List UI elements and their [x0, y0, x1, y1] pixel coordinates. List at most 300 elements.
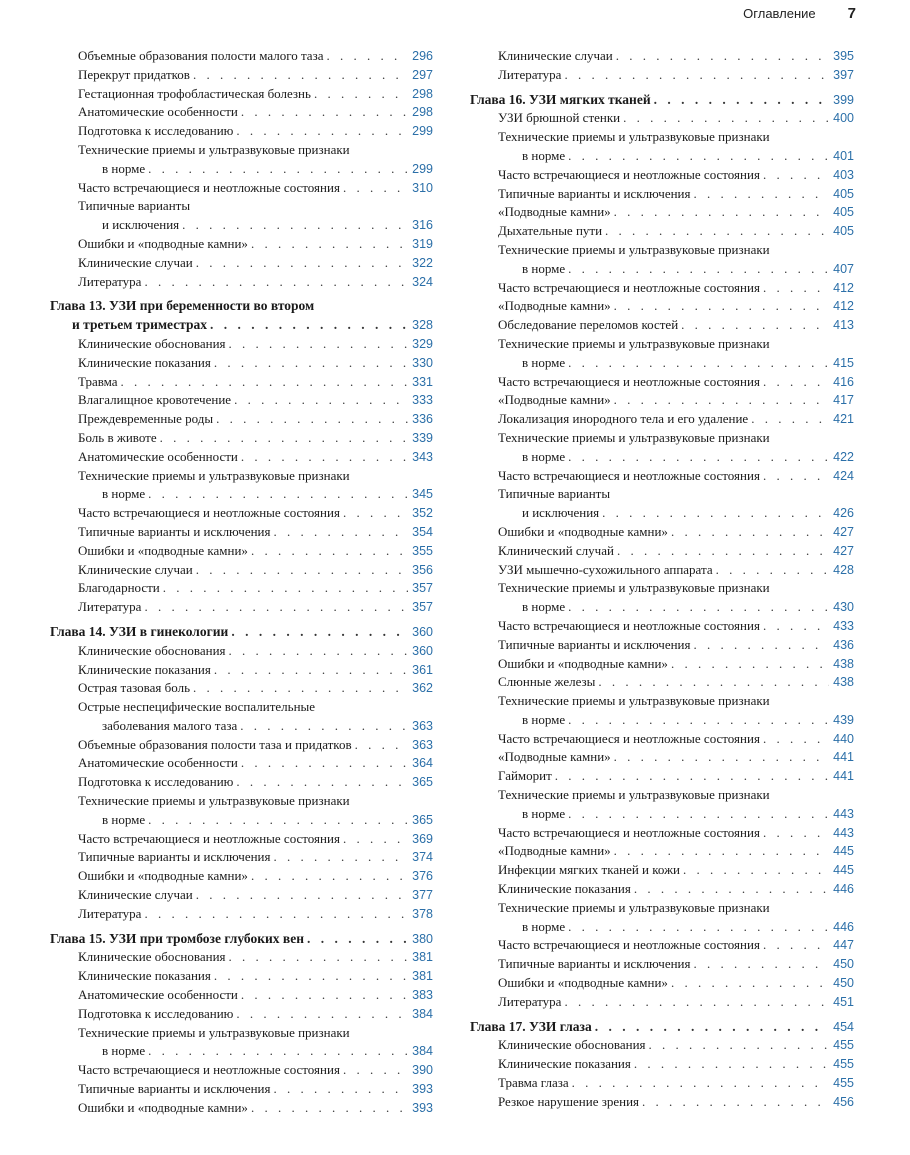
- toc-entry[interactable]: [470, 47, 854, 66]
- toc-entry[interactable]: [470, 316, 854, 335]
- page-ref: 445: [833, 863, 854, 878]
- toc-entry[interactable]: [50, 391, 433, 410]
- toc-entry[interactable]: [50, 905, 433, 924]
- toc-entry[interactable]: [470, 974, 854, 993]
- chapter-entry[interactable]: [50, 930, 433, 949]
- chapter-entry[interactable]: [50, 316, 433, 335]
- toc-entry[interactable]: [470, 222, 854, 241]
- toc-entry[interactable]: [50, 47, 433, 66]
- page-ref: 416: [833, 374, 854, 389]
- dot-leader: [229, 948, 408, 967]
- dot-leader: [214, 661, 408, 680]
- toc-entry[interactable]: [50, 579, 433, 598]
- dot-leader: [671, 523, 829, 542]
- dot-leader: [273, 1080, 408, 1099]
- running-header: [743, 5, 856, 22]
- page-ref: 455: [833, 1038, 854, 1053]
- page-ref: 319: [412, 236, 433, 251]
- toc-entry-multiline: [470, 429, 854, 467]
- toc-entry[interactable]: [50, 429, 433, 448]
- entry-title: Ошибки и «подводные камни»: [498, 523, 668, 539]
- entry-title-line1: Технические приемы и ультразвуковые признаки: [498, 899, 770, 915]
- toc-entry[interactable]: [50, 642, 433, 661]
- entry-title: Глава 17. УЗИ глаза: [470, 1018, 592, 1034]
- page-ref: 427: [833, 543, 854, 558]
- dot-leader: [649, 1036, 829, 1055]
- page-ref: 363: [412, 737, 433, 752]
- toc-entry[interactable]: [50, 848, 433, 867]
- chapter-title-line1: Глава 13. УЗИ при беременности во втором: [50, 298, 315, 314]
- entry-title: Благодарности: [78, 580, 160, 596]
- page-ref: 299: [412, 124, 433, 139]
- page-ref: 339: [412, 430, 433, 445]
- entry-title: в норме: [522, 354, 566, 370]
- page-ref: 352: [412, 506, 433, 521]
- toc-entry[interactable]: [78, 811, 433, 830]
- toc-entry[interactable]: [50, 598, 433, 617]
- page-ref: 384: [412, 1006, 433, 1021]
- page-ref: 376: [412, 869, 433, 884]
- dot-leader: [241, 103, 408, 122]
- dot-leader: [196, 254, 408, 273]
- page-ref: 446: [833, 882, 854, 897]
- toc-entry[interactable]: [470, 1074, 854, 1093]
- toc-entry[interactable]: [470, 842, 854, 861]
- dot-leader: [602, 504, 829, 523]
- entry-title: Часто встречающиеся и неотложные состояния: [498, 166, 760, 182]
- dot-leader: [751, 410, 829, 429]
- toc-entry[interactable]: [50, 335, 433, 354]
- dot-leader: [148, 1042, 408, 1061]
- toc-entry[interactable]: [50, 354, 433, 373]
- toc-entry[interactable]: [50, 373, 433, 392]
- page-ref: 403: [833, 167, 854, 182]
- page-ref: 378: [412, 906, 433, 921]
- page-ref: 443: [833, 806, 854, 821]
- entry-title-line1: Острые неспецифические воспалительные: [78, 699, 316, 715]
- toc-entry[interactable]: [470, 824, 854, 843]
- page-ref: 397: [833, 67, 854, 82]
- entry-title: Часто встречающиеся и неотложные состояния: [78, 830, 340, 846]
- toc-entry[interactable]: [50, 1080, 433, 1099]
- toc-entry[interactable]: [498, 805, 854, 824]
- dot-leader: [343, 1061, 408, 1080]
- entry-title: Литература: [498, 66, 562, 82]
- toc-entry[interactable]: [470, 673, 854, 692]
- dot-leader: [614, 203, 829, 222]
- page-ref: 299: [412, 161, 433, 176]
- toc-entry[interactable]: [50, 967, 433, 986]
- dot-leader: [763, 730, 829, 749]
- page-ref: 436: [833, 637, 854, 652]
- toc-entry-multiline: [470, 128, 854, 166]
- page-ref: 450: [833, 957, 854, 972]
- toc-entry[interactable]: [470, 166, 854, 185]
- entry-title: в норме: [522, 711, 566, 727]
- entry-title: в норме: [522, 918, 566, 934]
- page-ref: 446: [833, 919, 854, 934]
- entry-title: Гайморит: [498, 768, 552, 784]
- entry-title-line1: Технические приемы и ультразвуковые признаки: [498, 129, 770, 145]
- entry-title: в норме: [102, 1043, 146, 1059]
- toc-entry[interactable]: [50, 523, 433, 542]
- toc-entry[interactable]: [50, 773, 433, 792]
- toc-entry[interactable]: [470, 410, 854, 429]
- entry-title: Слюнные железы: [498, 674, 596, 690]
- toc-entry[interactable]: [50, 830, 433, 849]
- toc-entry[interactable]: [470, 297, 854, 316]
- dot-leader: [763, 373, 829, 392]
- page-ref: 405: [833, 205, 854, 220]
- toc-entry[interactable]: [78, 160, 433, 179]
- dot-leader: [642, 1093, 829, 1112]
- toc-entry[interactable]: [50, 661, 433, 680]
- entry-title: Клинические показания: [498, 881, 631, 897]
- dot-leader: [214, 354, 408, 373]
- entry-title: Влагалищное кровотечение: [78, 392, 232, 408]
- entry-title: Ошибки и «подводные камни»: [78, 542, 248, 558]
- entry-title-line1: Технические приемы и ультразвуковые признаки: [498, 580, 770, 596]
- entry-title: Гестационная трофобластическая болезнь: [78, 85, 311, 101]
- toc-entry[interactable]: [50, 410, 433, 429]
- entry-title: Часто встречающиеся и неотложные состояния: [78, 179, 340, 195]
- dot-leader: [273, 523, 408, 542]
- entry-title: Травма глаза: [498, 1075, 569, 1091]
- entry-title: Резкое нарушение зрения: [498, 1093, 640, 1109]
- dot-leader: [555, 767, 829, 786]
- dot-leader: [343, 830, 408, 849]
- toc-entry[interactable]: [470, 523, 854, 542]
- toc-entry[interactable]: [50, 754, 433, 773]
- dot-leader: [568, 448, 829, 467]
- dot-leader: [234, 391, 408, 410]
- page-ref: 383: [412, 988, 433, 1003]
- dot-leader: [251, 542, 408, 561]
- entry-title: Ошибки и «подводные камни»: [498, 975, 668, 991]
- dot-leader: [568, 711, 829, 730]
- dot-leader: [763, 467, 829, 486]
- toc-entry-multiline: [50, 197, 433, 235]
- dot-leader: [568, 598, 829, 617]
- dot-leader: [251, 867, 408, 886]
- toc-entry[interactable]: [50, 1099, 433, 1118]
- page-ref: 354: [412, 524, 433, 539]
- dot-leader: [568, 918, 829, 937]
- dot-leader: [163, 579, 408, 598]
- toc-entry[interactable]: [498, 448, 854, 467]
- entry-title: Клинические показания: [78, 354, 211, 370]
- dot-leader: [216, 410, 408, 429]
- toc-entry[interactable]: [470, 279, 854, 298]
- toc-entry[interactable]: [470, 467, 854, 486]
- chapter-heading: [50, 297, 433, 335]
- toc-entry[interactable]: [50, 542, 433, 561]
- entry-title: Клинические случаи: [78, 254, 193, 270]
- toc-entry[interactable]: [470, 1036, 854, 1055]
- entry-title: Анатомические особенности: [78, 448, 238, 464]
- page-ref: 298: [412, 105, 433, 120]
- toc-entry[interactable]: [50, 736, 433, 755]
- toc-entry[interactable]: [470, 636, 854, 655]
- page-ref: 310: [412, 180, 433, 195]
- entry-title: Типичные варианты и исключения: [78, 523, 271, 539]
- entry-title-line1: Технические приемы и ультразвуковые признаки: [78, 793, 350, 809]
- toc-entry[interactable]: [470, 109, 854, 128]
- page-ref: 412: [833, 299, 854, 314]
- entry-title: Ошибки и «подводные камни»: [498, 655, 668, 671]
- dot-leader: [693, 185, 829, 204]
- entry-title: Клинические случаи: [78, 887, 193, 903]
- dot-leader: [236, 122, 408, 141]
- entry-title-line1: Технические приемы и ультразвуковые признаки: [498, 429, 770, 445]
- entry-title: Клинический случай: [498, 542, 614, 558]
- toc-entry[interactable]: [50, 85, 433, 104]
- page-ref: 445: [833, 844, 854, 859]
- toc-entry[interactable]: [50, 504, 433, 523]
- toc-entry[interactable]: [50, 179, 433, 198]
- toc-entry[interactable]: [498, 504, 854, 523]
- page-ref: 333: [412, 393, 433, 408]
- entry-title: Преждевременные роды: [78, 411, 214, 427]
- entry-title: Острая тазовая боль: [78, 680, 190, 696]
- dot-leader: [355, 736, 408, 755]
- entry-title-line1: Технические приемы и ультразвуковые признаки: [78, 1024, 350, 1040]
- toc-entry-multiline: [470, 899, 854, 937]
- toc-entry[interactable]: [470, 767, 854, 786]
- entry-title: Глава 14. УЗИ в гинекологии: [50, 623, 229, 639]
- toc-entry[interactable]: [78, 216, 433, 235]
- dot-leader: [160, 429, 408, 448]
- dot-leader: [598, 673, 829, 692]
- toc-entry[interactable]: [470, 861, 854, 880]
- entry-title: Клинические показания: [498, 1056, 631, 1072]
- page-ref: 364: [412, 756, 433, 771]
- dot-leader: [693, 955, 829, 974]
- entry-title: и третьем триместрах: [72, 317, 208, 333]
- page-ref: 421: [833, 412, 854, 427]
- dot-leader: [634, 1055, 829, 1074]
- toc-entry-multiline: [50, 467, 433, 505]
- toc-entry[interactable]: [78, 485, 433, 504]
- toc-entry[interactable]: [498, 711, 854, 730]
- dot-leader: [240, 717, 408, 736]
- toc-entry[interactable]: [470, 655, 854, 674]
- page-ref: 360: [412, 624, 433, 639]
- toc-entry[interactable]: [498, 918, 854, 937]
- dot-leader: [616, 47, 829, 66]
- entry-title-line1: Технические приемы и ультразвуковые признаки: [498, 335, 770, 351]
- dot-leader: [196, 561, 408, 580]
- toc-entry[interactable]: [50, 103, 433, 122]
- toc-entry-multiline: [50, 698, 433, 736]
- toc-entry[interactable]: [50, 66, 433, 85]
- entry-title: в норме: [522, 147, 566, 163]
- dot-leader: [605, 222, 829, 241]
- entry-title: Клинические обоснования: [498, 1037, 646, 1053]
- toc-entry-multiline: [470, 786, 854, 824]
- section-title: Оглавление: [743, 6, 816, 21]
- entry-title: Травма: [78, 373, 118, 389]
- toc-entry[interactable]: [498, 598, 854, 617]
- chapter-heading: [50, 623, 433, 642]
- entry-title: Типичные варианты и исключения: [78, 849, 271, 865]
- toc-entry[interactable]: [50, 235, 433, 254]
- page-ref: 451: [833, 994, 854, 1009]
- page-ref: 430: [833, 600, 854, 615]
- toc-entry[interactable]: [470, 391, 854, 410]
- toc-entry[interactable]: [470, 561, 854, 580]
- entry-title: «Подводные камни»: [498, 843, 611, 859]
- toc-entry[interactable]: [78, 717, 433, 736]
- page-ref: 407: [833, 261, 854, 276]
- toc-entry[interactable]: [470, 955, 854, 974]
- toc-entry[interactable]: [50, 1061, 433, 1080]
- toc-entry[interactable]: [50, 948, 433, 967]
- dot-leader: [148, 160, 408, 179]
- entry-title: Часто встречающиеся и неотложные состояния: [498, 467, 760, 483]
- toc-entry-multiline: [50, 792, 433, 830]
- toc-entry[interactable]: [470, 66, 854, 85]
- entry-title: Часто встречающиеся и неотложные состояния: [78, 1062, 340, 1078]
- chapter-heading: [50, 930, 433, 949]
- entry-title: Типичные варианты и исключения: [498, 185, 691, 201]
- page-ref: 374: [412, 850, 433, 865]
- entry-title: Анатомические особенности: [78, 755, 238, 771]
- toc-entry[interactable]: [470, 936, 854, 955]
- dot-leader: [763, 279, 829, 298]
- entry-title: Анатомические особенности: [78, 104, 238, 120]
- entry-title: Типичные варианты и исключения: [498, 636, 691, 652]
- toc-entry[interactable]: [470, 203, 854, 222]
- toc-entry[interactable]: [470, 373, 854, 392]
- entry-title: Часто встречающиеся и неотложные состояния: [498, 617, 760, 633]
- entry-title: Часто встречающиеся и неотложные состояния: [498, 373, 760, 389]
- chapter-heading: [470, 1018, 854, 1037]
- toc-entry[interactable]: [470, 730, 854, 749]
- entry-title: Локализация инородного тела и его удаление: [498, 411, 749, 427]
- dot-leader: [148, 485, 408, 504]
- entry-title: и исключения: [522, 505, 600, 521]
- dot-leader: [343, 179, 408, 198]
- toc-entry-multiline: [470, 692, 854, 730]
- entry-title: Глава 16. УЗИ мягких тканей: [470, 91, 651, 107]
- toc-entry[interactable]: [470, 542, 854, 561]
- entry-title: Клинические показания: [78, 661, 211, 677]
- dot-leader: [236, 1005, 408, 1024]
- toc-entry-multiline: [50, 1024, 433, 1062]
- entry-title: Клинические обоснования: [78, 949, 226, 965]
- page-ref: 329: [412, 336, 433, 351]
- toc-entry[interactable]: [470, 1055, 854, 1074]
- dot-leader: [144, 273, 408, 292]
- entry-title: Клинические случаи: [78, 561, 193, 577]
- toc-entry[interactable]: [470, 1093, 854, 1112]
- dot-leader: [568, 260, 829, 279]
- entry-title: Часто встречающиеся и неотложные состояния: [498, 937, 760, 953]
- dot-leader: [326, 47, 408, 66]
- toc-entry[interactable]: [470, 617, 854, 636]
- entry-title: «Подводные камни»: [498, 298, 611, 314]
- page-number: 7: [847, 5, 856, 22]
- toc-entry[interactable]: [78, 1042, 433, 1061]
- toc-entry[interactable]: [50, 986, 433, 1005]
- toc-entry[interactable]: [470, 748, 854, 767]
- entry-title: в норме: [522, 260, 566, 276]
- dot-leader: [564, 66, 829, 85]
- page-ref: 384: [412, 1044, 433, 1059]
- toc-entry-multiline: [50, 141, 433, 179]
- toc-entry[interactable]: [50, 122, 433, 141]
- entry-title-line1: Технические приемы и ультразвуковые признаки: [498, 241, 770, 257]
- dot-leader: [614, 842, 829, 861]
- page-ref: 438: [833, 675, 854, 690]
- toc-entry[interactable]: [498, 147, 854, 166]
- entry-title-line1: Типичные варианты: [78, 198, 191, 214]
- page-ref: 450: [833, 976, 854, 991]
- dot-leader: [307, 930, 408, 949]
- page-ref: 330: [412, 355, 433, 370]
- toc-entry[interactable]: [50, 1005, 433, 1024]
- entry-title-line1: Технические приемы и ультразвуковые признаки: [498, 693, 770, 709]
- toc-entry[interactable]: [470, 185, 854, 204]
- page-ref: 422: [833, 449, 854, 464]
- page-ref: 440: [833, 731, 854, 746]
- toc-entry[interactable]: [498, 260, 854, 279]
- page-ref: 380: [412, 931, 433, 946]
- toc-entry[interactable]: [50, 448, 433, 467]
- page-ref: 441: [833, 750, 854, 765]
- toc-entry[interactable]: [470, 880, 854, 899]
- dot-leader: [196, 886, 408, 905]
- page-ref: 365: [412, 812, 433, 827]
- toc-entry[interactable]: [50, 867, 433, 886]
- chapter-entry[interactable]: [50, 623, 433, 642]
- dot-leader: [314, 85, 408, 104]
- page-ref: 399: [833, 92, 854, 107]
- page-ref: 433: [833, 618, 854, 633]
- page-ref: 331: [412, 374, 433, 389]
- toc-entry[interactable]: [50, 273, 433, 292]
- dot-leader: [241, 986, 408, 1005]
- entry-title-line1: Технические приемы и ультразвуковые признаки: [498, 787, 770, 803]
- toc-entry[interactable]: [50, 886, 433, 905]
- entry-title: Дыхательные пути: [498, 223, 603, 239]
- entry-title: и исключения: [102, 217, 180, 233]
- page-ref: 381: [412, 969, 433, 984]
- entry-title: Клинические показания: [78, 968, 211, 984]
- dot-leader: [623, 109, 829, 128]
- entry-title: Типичные варианты и исключения: [498, 956, 691, 972]
- dot-leader: [241, 448, 408, 467]
- page-ref: 426: [833, 506, 854, 521]
- toc-entry[interactable]: [50, 561, 433, 580]
- chapter-entry[interactable]: [470, 1018, 854, 1037]
- chapter-entry[interactable]: [470, 91, 854, 110]
- toc-entry[interactable]: [470, 993, 854, 1012]
- entry-title: Часто встречающиеся и неотложные состояния: [498, 279, 760, 295]
- dot-leader: [241, 754, 408, 773]
- toc-entry[interactable]: [50, 679, 433, 698]
- page-ref: 381: [412, 950, 433, 965]
- toc-entry[interactable]: [50, 254, 433, 273]
- entry-title: Литература: [78, 599, 142, 615]
- toc-entry[interactable]: [498, 354, 854, 373]
- page-ref: 357: [412, 581, 433, 596]
- page-ref: 361: [412, 662, 433, 677]
- entry-title: Объемные образования полости таза и придатков: [78, 736, 352, 752]
- entry-title: Ошибки и «подводные камни»: [78, 868, 248, 884]
- page-ref: 456: [833, 1094, 854, 1109]
